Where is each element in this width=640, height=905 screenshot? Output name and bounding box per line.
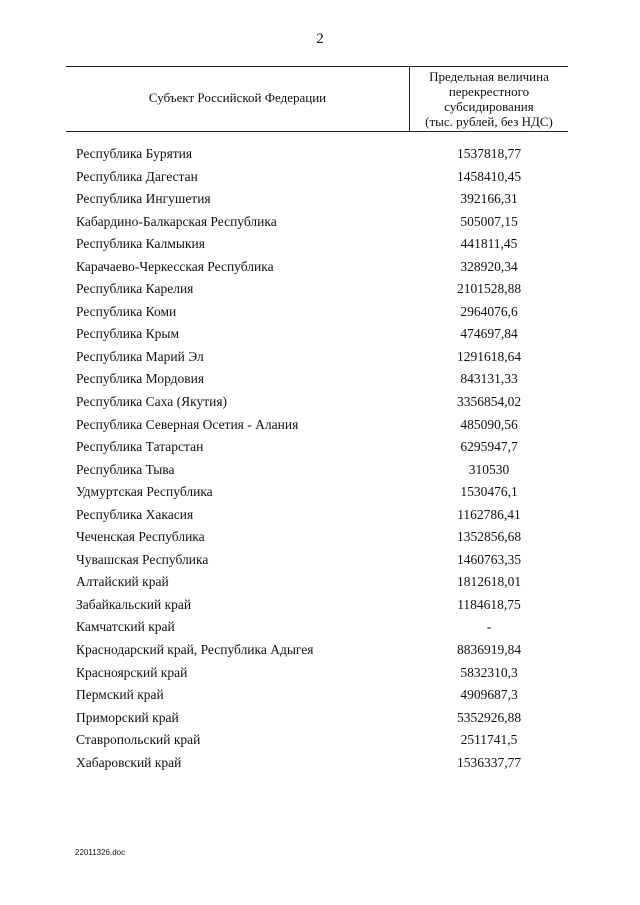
subject-name: Республика Северная Осетия - Алания: [76, 416, 299, 432]
subsidy-value: 310530: [468, 461, 510, 477]
table-header-bottom-rule: [66, 131, 568, 132]
subject-name: Краснодарский край, Республика Адыгея: [76, 642, 314, 658]
subsidy-value: 6295947,7: [460, 439, 518, 455]
table-row: [0, 236, 640, 259]
subsidy-value: 2101528,88: [456, 281, 522, 297]
subsidy-value: -: [486, 619, 492, 635]
column-header-value: [410, 69, 568, 129]
page-number: 2: [316, 31, 324, 47]
column-header-value-line: субсидирования: [444, 99, 534, 114]
subsidy-value: 1184618,75: [457, 596, 521, 612]
document-file-ref: 22011326.doc: [75, 848, 126, 857]
subsidy-value: 1458410,45: [456, 168, 522, 184]
subsidy-value: 474697,84: [460, 326, 518, 342]
subsidy-value: 2964076,6: [460, 303, 518, 319]
table-row: [0, 597, 640, 620]
subsidy-value: 2511741,5: [460, 732, 518, 748]
subject-name: Республика Крым: [76, 326, 180, 342]
table-row: [0, 619, 640, 642]
subject-name: Республика Хакасия: [76, 506, 194, 522]
subsidy-value: 1537818,77: [456, 146, 522, 161]
subject-name: Ставропольский край: [76, 732, 201, 748]
subject-name: Республика Татарстан: [76, 439, 204, 455]
table-row: [0, 552, 640, 575]
table-row: [0, 349, 640, 372]
table-row: [0, 574, 640, 597]
table-row: [0, 665, 640, 688]
subsidy-value: 441811,45: [460, 236, 518, 252]
subject-name: Республика Саха (Якутия): [76, 394, 228, 410]
column-header-value-line: перекрестного: [448, 84, 530, 99]
table-row: [0, 394, 640, 417]
table-row: [0, 462, 640, 485]
subject-name: Приморский край: [76, 709, 179, 725]
table-row: [0, 371, 640, 394]
table-row: [0, 417, 640, 440]
table-row: [0, 191, 640, 214]
subject-name: Хабаровский край: [76, 754, 182, 770]
subsidy-value: 392166,31: [460, 191, 518, 207]
table-row: [0, 732, 640, 755]
table-row: [0, 529, 640, 552]
subsidy-value: 1536337,77: [456, 754, 522, 770]
subject-name: Республика Бурятия: [76, 146, 193, 161]
subsidy-value: 8836919,84: [456, 642, 522, 658]
table-row: [0, 259, 640, 282]
table-body: [0, 146, 640, 777]
subject-name: Республика Тыва: [76, 461, 175, 477]
table-top-rule: [66, 66, 568, 67]
subject-name: Чеченская Республика: [76, 529, 205, 545]
subject-name: Камчатский край: [76, 619, 175, 635]
subject-name: Удмуртская Республика: [76, 484, 213, 500]
subsidy-value: 328920,34: [460, 258, 518, 274]
table-row: [0, 439, 640, 462]
subject-name: Республика Карелия: [76, 281, 194, 297]
subject-name: Забайкальский край: [76, 596, 192, 612]
subsidy-value: 1352856,68: [456, 529, 522, 545]
table-row: [0, 642, 640, 665]
subsidy-value: 485090,56: [460, 416, 518, 432]
column-header-value-line: Предельная величина: [429, 69, 549, 84]
column-header-value-line: (тыс. рублей, без НДС): [425, 114, 553, 129]
subsidy-value: 1162786,41: [457, 506, 521, 522]
subsidy-value: 5352926,88: [456, 709, 522, 725]
column-header-subject: Субъект Российской Федерации: [148, 90, 327, 105]
subject-name: Республика Калмыкия: [76, 236, 205, 252]
subsidy-value: 1291618,64: [456, 348, 522, 364]
subsidy-value: 1812618,01: [456, 574, 522, 590]
subject-name: Республика Марий Эл: [76, 348, 204, 364]
subsidy-value: 1460763,35: [456, 551, 522, 567]
subject-name: Республика Ингушетия: [76, 191, 211, 207]
subsidy-value: 5832310,3: [460, 664, 518, 680]
subsidy-value: 3356854,02: [456, 394, 522, 410]
subject-name: Республика Коми: [76, 303, 177, 319]
table-row: [0, 687, 640, 710]
subject-name: Пермский край: [76, 687, 164, 703]
table-row: [0, 214, 640, 237]
subsidy-value: 843131,33: [460, 371, 518, 387]
subject-name: Кабардино-Балкарская Республика: [76, 213, 277, 229]
table-row: [0, 484, 640, 507]
table-row: [0, 710, 640, 733]
table-row: [0, 169, 640, 192]
table-row: [0, 507, 640, 530]
subject-name: Республика Дагестан: [76, 168, 198, 184]
subject-name: Чувашская Республика: [76, 551, 209, 567]
table-row: [0, 304, 640, 327]
subject-name: Алтайский край: [76, 574, 169, 590]
subsidy-value: 505007,15: [460, 213, 518, 229]
subject-name: Республика Мордовия: [76, 371, 205, 387]
table-row: [0, 326, 640, 349]
subject-name: Карачаево-Черкесская Республика: [76, 258, 274, 274]
table-row: [0, 281, 640, 304]
table-row: [0, 755, 640, 778]
subject-name: Красноярский край: [76, 664, 188, 680]
subsidy-value: 1530476,1: [460, 484, 518, 500]
subsidy-value: 4909687,3: [460, 687, 518, 703]
table-row: [0, 146, 640, 169]
